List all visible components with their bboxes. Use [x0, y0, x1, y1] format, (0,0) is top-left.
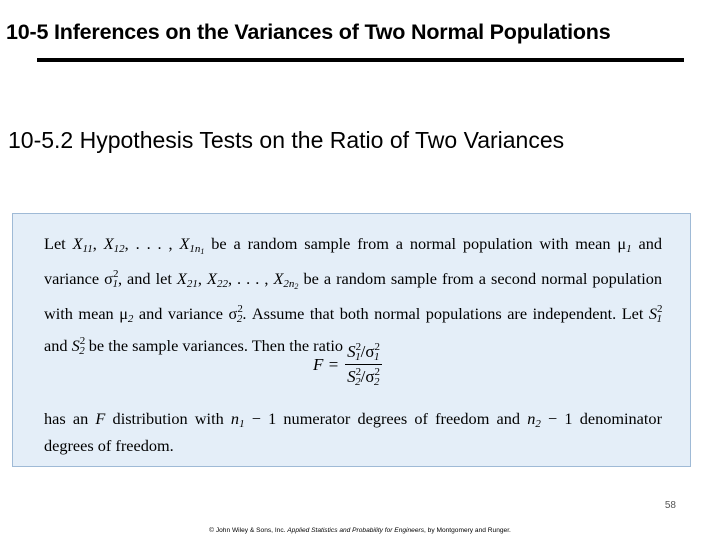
f-ratio-formula: F = $\frac{S^2_1/\sigma^2_1}{S^2_2/\sigma^2_2}$: [313, 341, 380, 388]
definition-text: Let $X_{11}$, $X_{12}$, . . . , $X_{1n1}$ be a random sample from a normal population with mean $\mu_1$ and variance $\sigma^2_1$, and let $X_{21}$, $X_{22}$, . . . , $X_{2n2}$ be a random sample from a second normal population with mean $\mu_2$ and variance $\sigma^2_2$. Assume that both normal populations are independent. Let $S^2_1$ and $S^2_2$ be the sample variances. Then the ratio: [44, 234, 663, 357]
distribution-statement: has an F distribution with $n_1 - 1$ numerator degrees of freedom and $n_2 - 1$ denominator degrees of freedom.: [44, 409, 662, 455]
page-number: 58: [664, 500, 676, 511]
slide-title: 10-5 Inferences on the Variances of Two Normal Populations: [6, 20, 611, 44]
copyright-footer: © John Wiley & Sons, Inc. Applied Statistics and Probability for Engineers, by Montgomery and Runger.: [209, 527, 511, 534]
section-heading: 10-5.2 Hypothesis Tests on the Ratio of Two Variances: [8, 127, 565, 153]
title-underline: [37, 58, 684, 62]
definition-box: [12, 213, 691, 467]
